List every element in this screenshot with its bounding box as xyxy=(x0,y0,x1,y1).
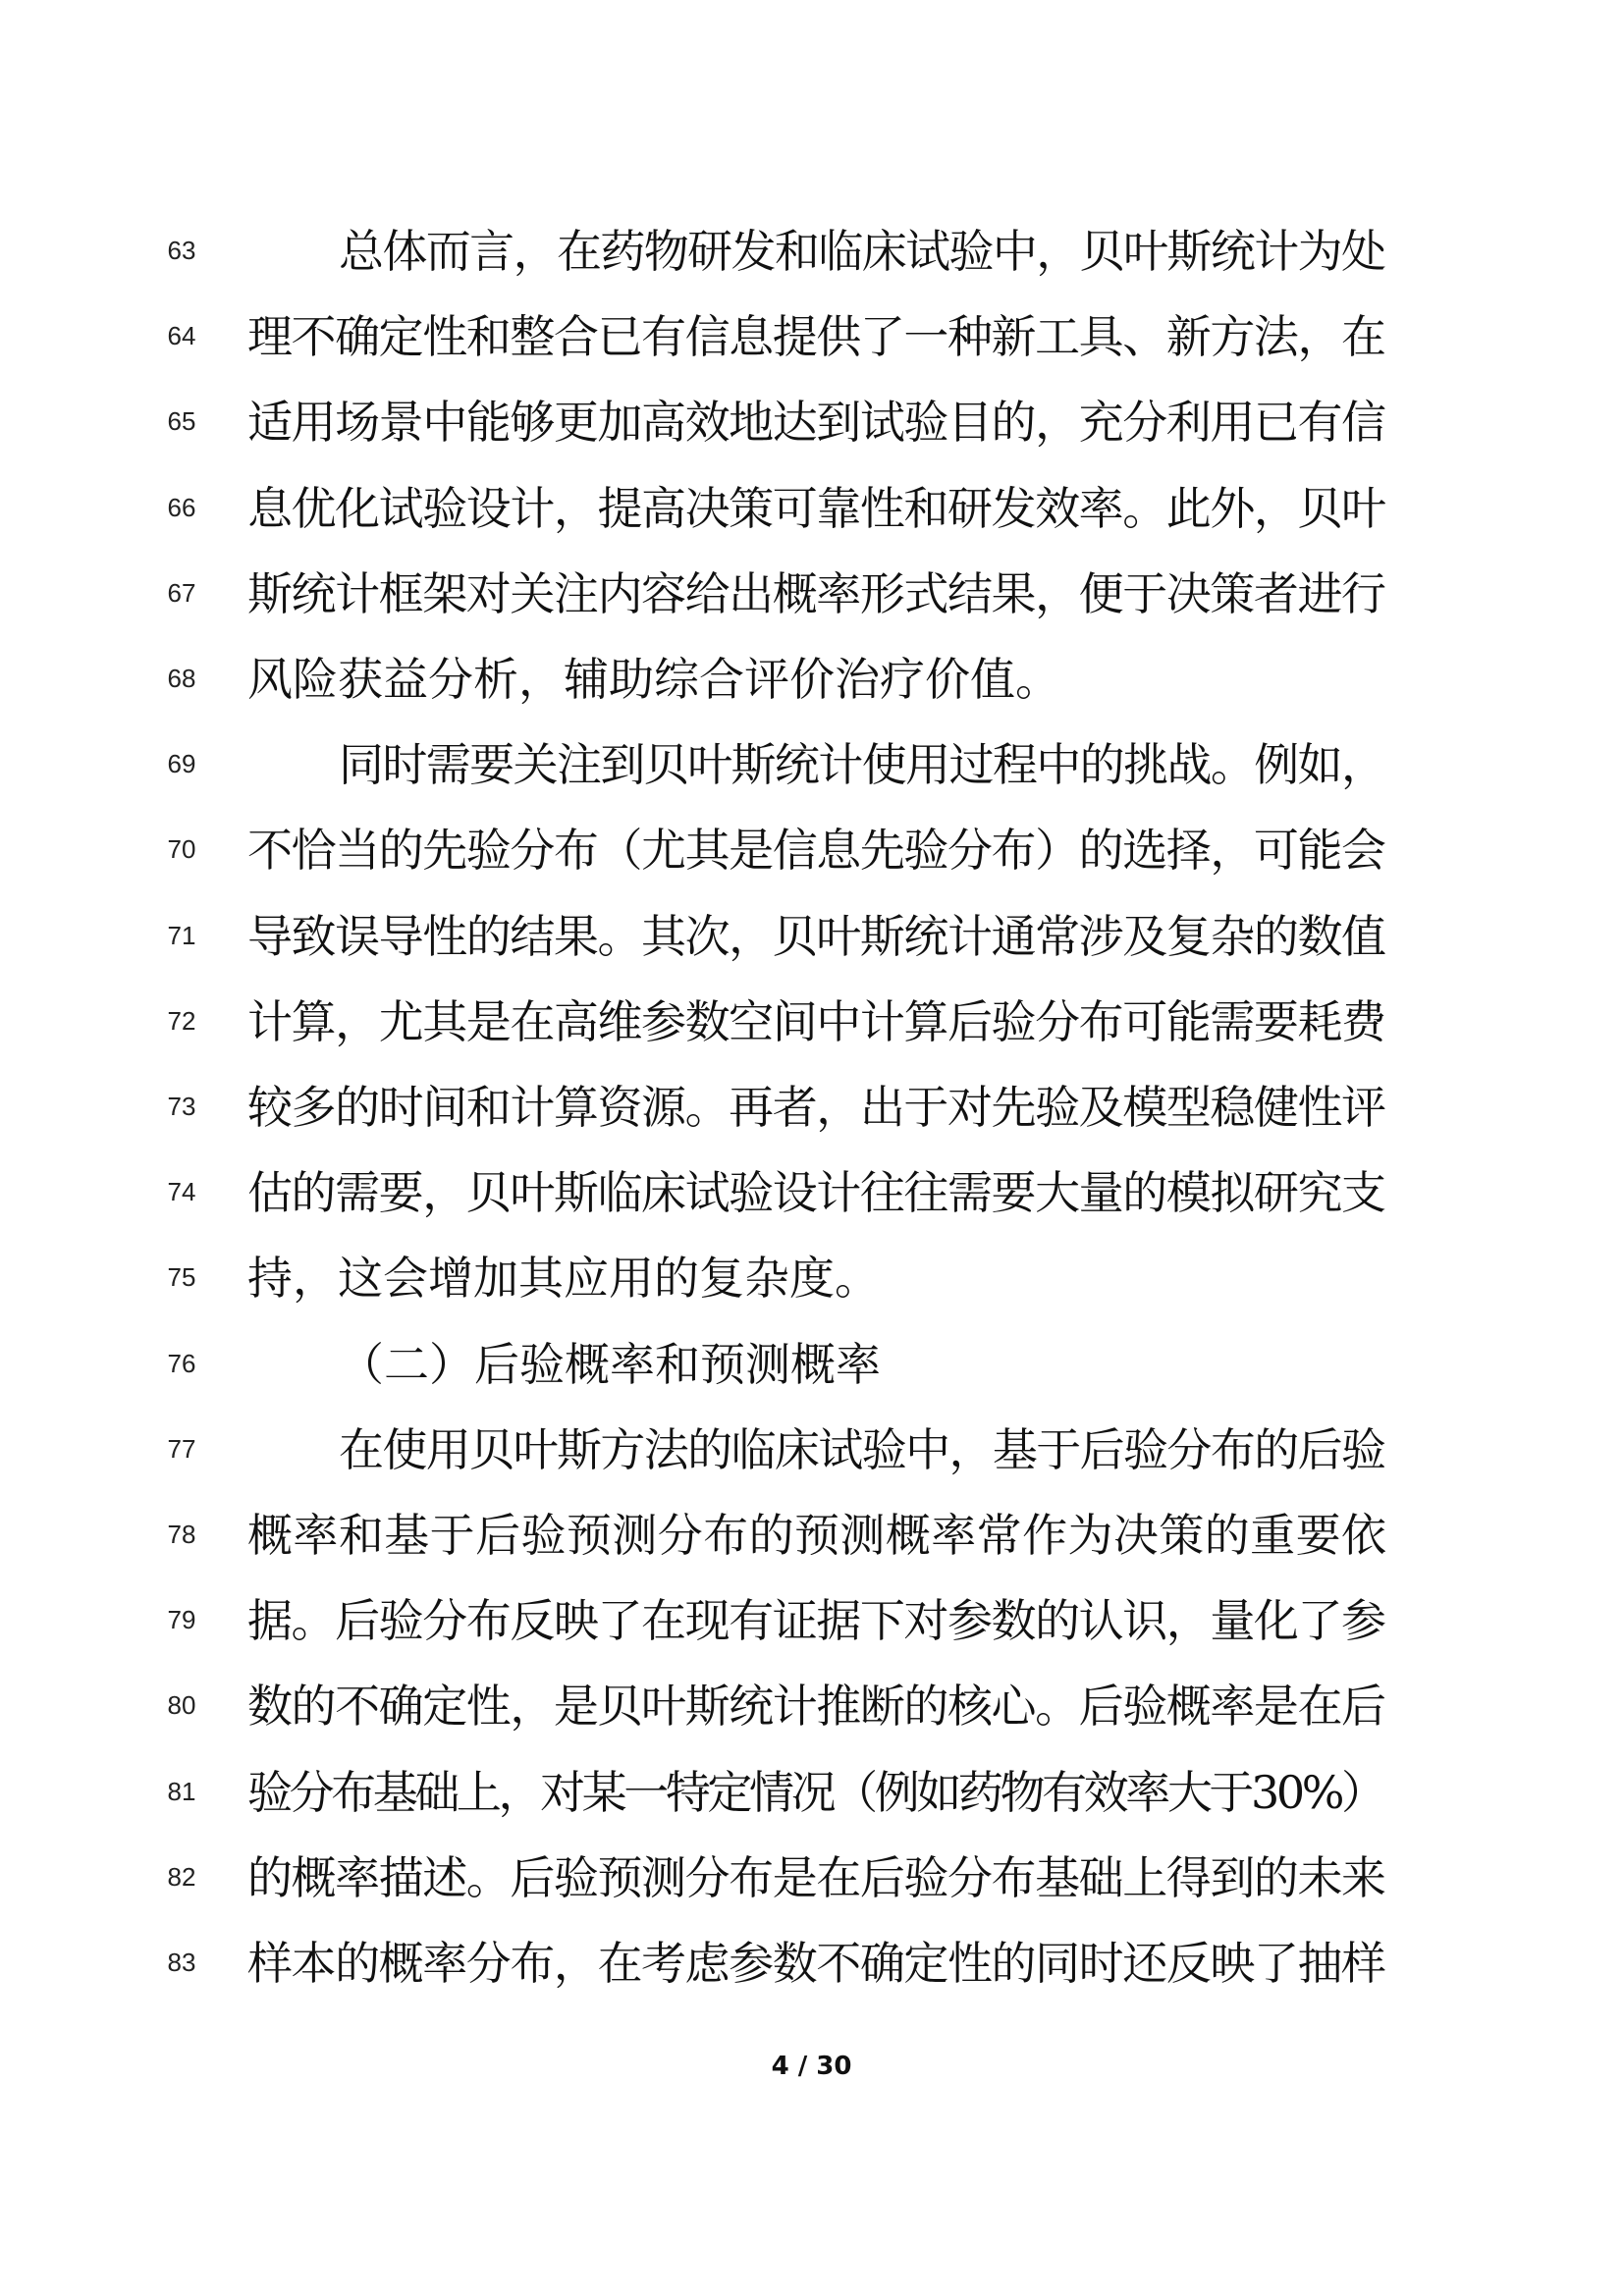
line-text: 数的不确定性，是贝叶斯统计推断的核心。后验概率是在后 xyxy=(247,1680,1385,1734)
line-text: 理不确定性和整合已有信息提供了一种新工具、新方法，在 xyxy=(247,310,1385,364)
line-text: 据。后验分布反映了在现有证据下对参数的认识，量化了参 xyxy=(247,1594,1385,1648)
line-text: 适用场景中能够更加高效地达到试验目的，充分利用已有信 xyxy=(247,396,1385,450)
line-number: 81 xyxy=(167,1776,196,1806)
text-line xyxy=(0,1155,1623,1241)
line-number: 63 xyxy=(167,236,196,265)
text-line xyxy=(0,557,1623,642)
text-line xyxy=(0,1926,1623,2011)
line-text: 不恰当的先验分布（尤其是信息先验分布）的选择，可能会 xyxy=(247,824,1385,878)
line-text: 导致误导性的结果。其次，贝叶斯统计通常涉及复杂的数值 xyxy=(247,909,1385,963)
text-line xyxy=(0,1755,1623,1841)
text-line xyxy=(0,471,1623,557)
text-line xyxy=(0,985,1623,1070)
text-line xyxy=(0,1841,1623,1926)
line-number: 80 xyxy=(167,1690,196,1721)
text-line xyxy=(0,1070,1623,1155)
text-line xyxy=(0,1498,1623,1583)
line-text: 风险获益分析，辅助综合评价治疗价值。 xyxy=(247,653,1060,706)
line-number: 83 xyxy=(167,1948,196,1977)
text-line xyxy=(0,1669,1623,1754)
line-number: 69 xyxy=(167,749,196,779)
line-number: 78 xyxy=(167,1520,196,1549)
section-heading-line xyxy=(0,1327,1623,1413)
text-line xyxy=(0,1241,1623,1326)
line-number: 73 xyxy=(167,1092,196,1121)
line-text: 概率和基于后验预测分布的预测概率常作为决策的重要依 xyxy=(247,1509,1387,1562)
line-number: 76 xyxy=(167,1348,196,1378)
line-text: 估的需要，贝叶斯临床试验设计往往需要大量的模拟研究支 xyxy=(247,1166,1385,1220)
line-number: 71 xyxy=(167,920,196,950)
line-number: 68 xyxy=(167,664,196,693)
line-text: 同时需要关注到贝叶斯统计使用过程中的挑战。例如， xyxy=(339,738,1385,792)
text-line xyxy=(0,214,1623,299)
text-line xyxy=(0,299,1623,385)
text-line xyxy=(0,727,1623,813)
line-text: 总体而言，在药物研发和临床试验中，贝叶斯统计为处 xyxy=(339,225,1385,278)
line-text: 样本的概率分布，在考虑参数不确定性的同时还反映了抽样 xyxy=(247,1937,1385,1990)
text-line xyxy=(0,899,1623,985)
line-number: 64 xyxy=(167,321,196,351)
line-text: 在使用贝叶斯方法的临床试验中，基于后验分布的后验 xyxy=(339,1422,1385,1476)
line-number: 75 xyxy=(167,1262,196,1293)
text-line xyxy=(0,813,1623,898)
text-line xyxy=(0,642,1623,727)
line-text: 息优化试验设计，提高决策可靠性和研发效率。此外，贝叶 xyxy=(247,481,1385,535)
text-line xyxy=(0,1583,1623,1669)
line-number: 65 xyxy=(167,406,196,437)
line-text: 持，这会增加其应用的复杂度。 xyxy=(247,1252,880,1306)
line-number: 66 xyxy=(167,492,196,522)
line-text: 验分布基础上，对某一特定情况（例如药物有效率大于30%） xyxy=(247,1765,1383,1819)
line-number: 70 xyxy=(167,834,196,865)
line-number: 74 xyxy=(167,1177,196,1207)
line-number: 67 xyxy=(167,577,196,608)
line-number: 82 xyxy=(167,1861,196,1892)
text-line xyxy=(0,1413,1623,1498)
line-text: 计算，尤其是在高维参数空间中计算后验分布可能需要耗费 xyxy=(247,994,1385,1048)
line-number: 77 xyxy=(167,1433,196,1464)
line-text: 斯统计框架对关注内容给出概率形式结果，便于决策者进行 xyxy=(247,566,1385,620)
line-number: 72 xyxy=(167,1005,196,1036)
page-number: 4 / 30 xyxy=(771,2052,852,2081)
line-text: 的概率描述。后验预测分布是在后验分布基础上得到的未来 xyxy=(247,1850,1385,1904)
line-number: 79 xyxy=(167,1605,196,1635)
line-text: 较多的时间和计算资源。再者，出于对先验及模型稳健性评 xyxy=(247,1081,1385,1134)
section-heading: （二）后验概率和预测概率 xyxy=(339,1337,881,1391)
text-line xyxy=(0,385,1623,470)
